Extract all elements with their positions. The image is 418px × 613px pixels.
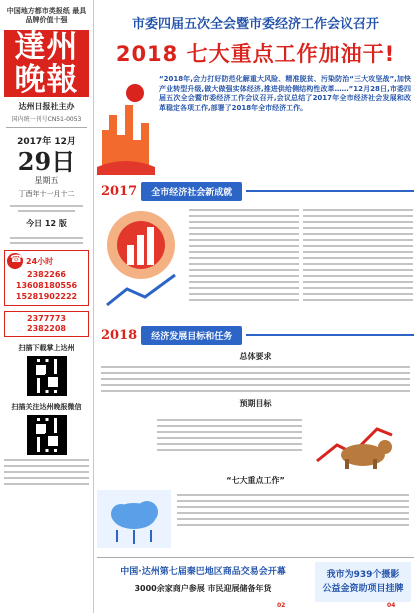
achievements-col-1 xyxy=(189,205,299,305)
seven-tasks-text xyxy=(177,490,409,530)
seven-tasks-block xyxy=(97,490,414,550)
section-2018-bar xyxy=(97,325,414,345)
section-title: 经济发展目标和任务 xyxy=(141,326,242,345)
main-headline: 2018 七大重点工作加油干! xyxy=(115,42,396,66)
hotline-number: 15281902222 xyxy=(15,292,78,301)
issue-weekday: 星期五 xyxy=(34,176,59,185)
targets-list xyxy=(157,415,302,455)
lead-section xyxy=(97,75,414,175)
sponsor-line: 达州日报社主办 xyxy=(18,102,75,111)
ad-number: 2382208 xyxy=(27,324,66,333)
section-year: 2018 xyxy=(101,327,138,343)
cloud-network-graphic xyxy=(97,490,171,548)
page-ref-left: 02 xyxy=(277,602,286,609)
issue-month: 2017年 12月 xyxy=(17,137,76,147)
page-count: 今日 12 版 xyxy=(26,219,67,228)
news-hotline-box xyxy=(4,250,89,306)
section-rule xyxy=(246,190,414,192)
publisher-info xyxy=(4,459,89,485)
photo-project-line-1: 我市为939个摄影 xyxy=(326,570,400,580)
section-2017-bar xyxy=(97,181,414,201)
newspaper-logo: 達州晚報 xyxy=(4,30,89,97)
photo-project-line-2: 公益金资助项目挂牌 xyxy=(322,584,404,594)
lunar-date: 丁酉年十一月十二 xyxy=(18,190,75,198)
qr-code-wechat[interactable] xyxy=(27,415,67,455)
achievements-col-2 xyxy=(303,205,413,305)
qr-code-app[interactable] xyxy=(27,356,67,396)
small-print xyxy=(0,205,93,212)
qr-wechat-label: 扫描关注达州晚报微信 xyxy=(11,403,82,411)
photo-project-teaser[interactable] xyxy=(315,562,411,602)
masthead-slogan: 中国地方都市类报纸 最具品牌价值十强 xyxy=(6,7,87,24)
trade-fair-headline: 中国·达州第七届秦巴地区商品交易会开幕 xyxy=(120,567,286,577)
page-ref-right: 04 xyxy=(387,602,396,609)
qr-app-label: 扫描下载掌上达州 xyxy=(18,344,75,352)
targets-block xyxy=(97,415,414,471)
issn-line: 国内统一刊号CN51-0053 xyxy=(11,116,82,123)
trade-fair-teaser[interactable] xyxy=(97,564,309,594)
hotline-number: 13608180556 xyxy=(15,281,78,290)
hotline-title xyxy=(7,253,86,269)
section-title: 全市经济社会新成就 xyxy=(141,182,242,201)
ad-hotline-box xyxy=(4,311,89,337)
section-rule xyxy=(246,334,414,336)
growth-chart-graphic xyxy=(97,205,185,315)
seven-tasks-heading: “七大重点工作” xyxy=(226,476,285,485)
issue-day: 29日 xyxy=(17,147,76,176)
bull-market-graphic xyxy=(307,415,402,471)
website-lines xyxy=(6,237,87,244)
achievements-block xyxy=(97,205,414,319)
divider xyxy=(6,127,87,128)
phone-icon xyxy=(7,253,23,269)
main-column xyxy=(97,0,414,613)
expected-targets-heading: 预期目标 xyxy=(239,399,272,408)
headline-kicker: 市委四届五次全会暨市委经济工作会议召开 xyxy=(131,17,379,32)
hotline-number: 2382266 xyxy=(27,270,66,279)
lead-paragraph: “2018年,会力打好防范化解重大风险、精准脱贫、污染防治“三大攻坚战”,加快产业转型升级,做大做强实体经济,推进供给侧结构性改革……”12月28日,市委四届五次全会暨市委经济工作会议召开,会议总结了2017年全市经济社会发展和改革稳定各项工作,部署了2018年全市经济工作。 xyxy=(159,75,411,112)
page-references xyxy=(97,600,414,613)
section-year: 2017 xyxy=(101,183,138,199)
hotline-label: 24小时 xyxy=(26,256,54,266)
overall-requirements-text xyxy=(101,366,410,392)
overall-requirements-heading: 总体要求 xyxy=(239,352,272,361)
trade-fair-subline: 3000余家商户参展 市民迎展储备年货 xyxy=(134,584,272,593)
ad-number: 2377773 xyxy=(27,314,66,323)
city-silhouette-graphic xyxy=(97,75,155,175)
masthead-column xyxy=(0,0,94,613)
